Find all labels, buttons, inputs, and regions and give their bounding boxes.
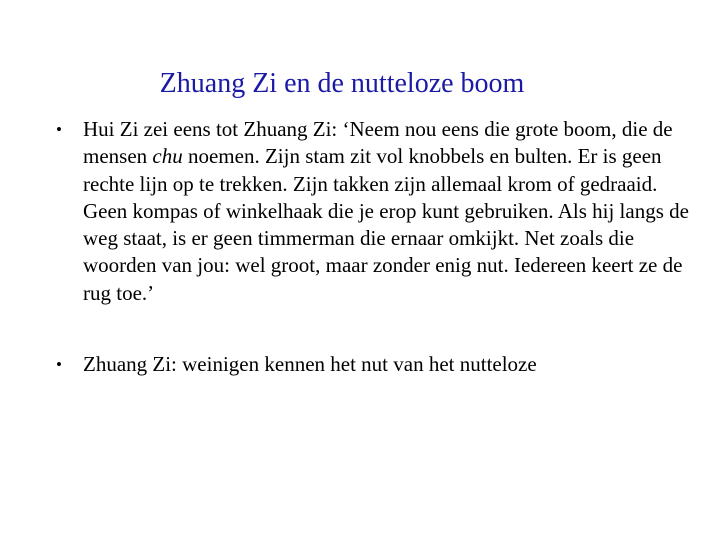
bullet-list: [56, 116, 706, 378]
bullet-text: [83, 117, 689, 305]
bullet-icon: •: [56, 355, 62, 375]
bullet-text: Zhuang Zi: weinigen kennen het nut van het nutteloze: [83, 352, 537, 377]
slide-title: Zhuang Zi en de nutteloze boom: [159, 68, 525, 99]
emphasized-word: chu: [152, 144, 183, 169]
bullet-icon: •: [56, 120, 62, 139]
quote-text-end: noemen. Zijn stam zit vol knobbels en bulten. Er is geen rechte lijn op te trekken. Zijn takken zijn allemaal krom of gedraaid. Geen kompas of winkelhaak die je erop kunt gebruiken. Als hij langs de weg staat, is er geen timmerman die ernaar omkijkt. Net zoals die woorden van jou: wel groot, maar zonder enig nut. Iedereen keert ze de rug toe.’: [83, 144, 689, 305]
bullet-item-conclusion: [56, 351, 706, 378]
bullet-item-quote: [56, 116, 706, 307]
quote-text-start: Hui Zi zei eens tot Zhuang Zi: ‘Neem nou eens die grote boom, die de mensen: [83, 117, 673, 169]
